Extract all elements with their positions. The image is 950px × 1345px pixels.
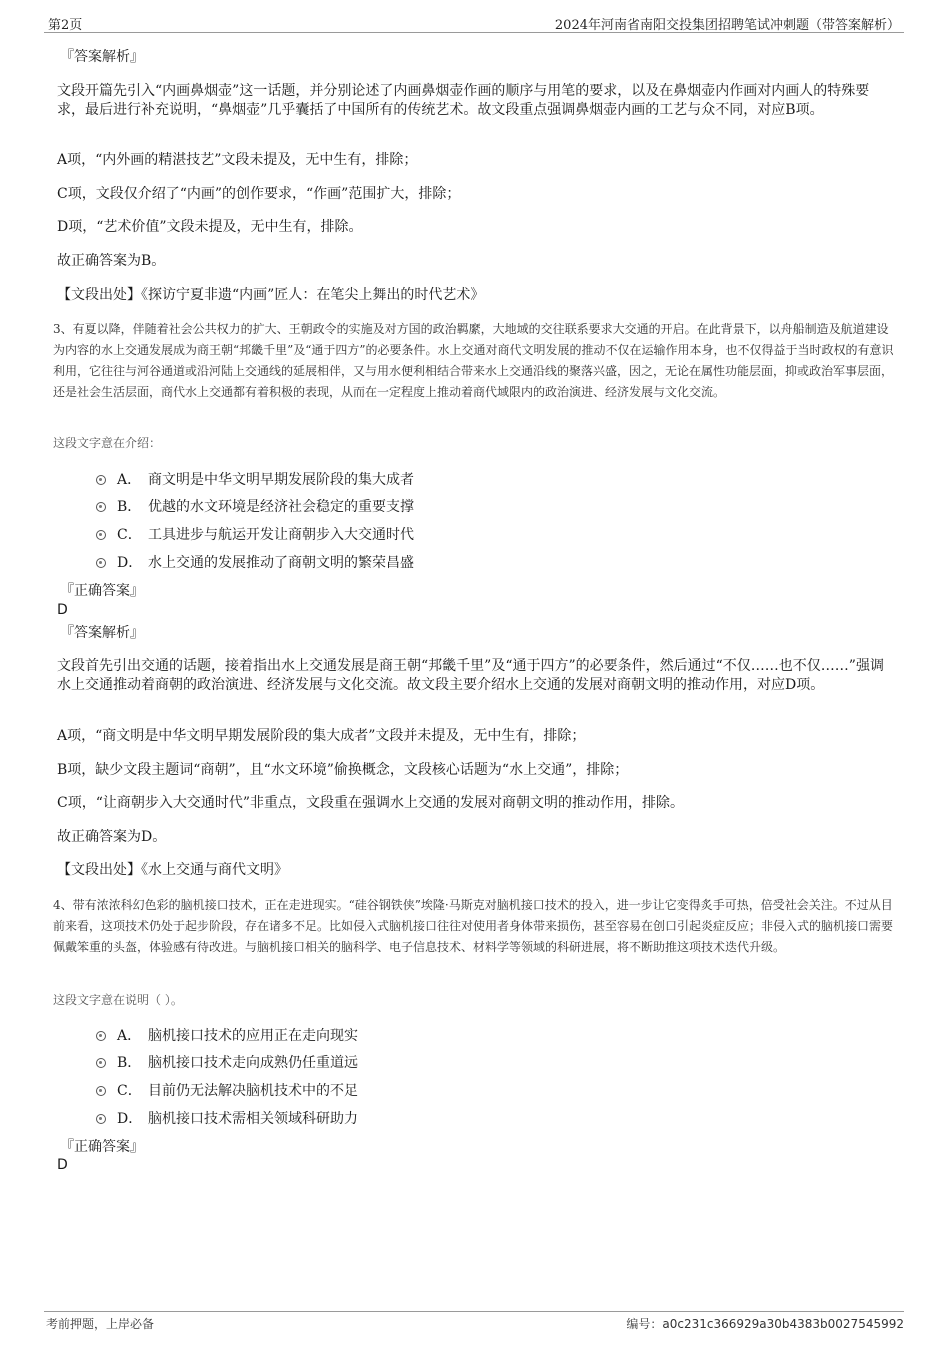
correct-answer: D <box>57 602 68 618</box>
explanation-c: C项，“让商朝步入大交通时代”非重点，文段重在强调水上交通的发展对商朝文明的推动作用，排除。 <box>57 795 685 811</box>
explanation-b: B项，缺少文段主题词“商朝”，且“水文环境”偷换概念，文段核心话题为“水上交通”，排除； <box>57 762 629 778</box>
analysis-text: 文段首先引出交通的话题，接着指出水上交通发展是商王朝“邦畿千里”及“通于四方”的必要条件，然后通过“不仅……也不仅……”强调水上交通推动着商朝的政治演进、经济发展与文化交流。故文段主要介绍水上交通的发展对商朝文明的推动作用，对应D项。 <box>57 658 884 693</box>
document-title: 2024年河南省南阳交投集团招聘笔试冲刺题（带答案解析） <box>554 18 900 33</box>
radio-icon[interactable] <box>96 502 106 512</box>
footer-slogan: 考前押题，上岸必备 <box>46 1317 155 1331</box>
code-label: 编号： <box>626 1317 663 1331</box>
radio-icon[interactable] <box>96 558 106 568</box>
option-letter: A． <box>117 1028 142 1044</box>
page-number: 第2页 <box>48 18 83 33</box>
radio-icon[interactable] <box>96 530 106 540</box>
analysis-label: 『答案解析』 <box>60 625 144 641</box>
option-text: 商文明是中华文明早期发展阶段的集大成者 <box>148 472 414 488</box>
option-text: 脑机接口技术走向成熟仍任重道远 <box>148 1055 358 1071</box>
document-code <box>626 1315 904 1332</box>
option-text: 水上交通的发展推动了商朝文明的繁荣昌盛 <box>148 555 414 571</box>
radio-icon[interactable] <box>96 1031 106 1041</box>
radio-icon[interactable] <box>96 1058 106 1068</box>
conclusion: 故正确答案为B。 <box>57 253 166 269</box>
option-letter: A． <box>117 472 142 488</box>
option-text: 优越的水文环境是经济社会稳定的重要支撑 <box>148 499 414 515</box>
page-header <box>44 14 904 33</box>
conclusion: 故正确答案为D。 <box>57 829 167 845</box>
option-text: 目前仍无法解决脑机技术中的不足 <box>148 1083 358 1099</box>
question-4-prompt: 这段文字意在说明（ ）。 <box>53 993 183 1007</box>
option-letter: D． <box>117 1111 143 1127</box>
radio-icon[interactable] <box>96 1114 106 1124</box>
source: 【文段出处】《探访宁夏非遗“内画”匠人：在笔尖上舞出的时代艺术》 <box>57 287 485 303</box>
correct-answer-label: 『正确答案』 <box>60 1139 144 1155</box>
correct-answer: D <box>57 1157 68 1173</box>
option-text: 工具进步与航运开发让商朝步入大交通时代 <box>148 527 414 543</box>
option-text: 脑机接口技术的应用正在走向现实 <box>148 1028 358 1044</box>
page-footer <box>44 1311 904 1334</box>
explanation-a: A项，“商文明是中华文明早期发展阶段的集大成者”文段并未提及，无中生有，排除； <box>57 728 586 744</box>
option-letter: B． <box>117 1055 142 1071</box>
explanation-a: A项，“内外画的精湛技艺”文段未提及，无中生有，排除； <box>57 152 418 168</box>
explanation-c: C项，文段仅介绍了“内画”的创作要求，“作画”范围扩大，排除； <box>57 186 461 202</box>
question-3-prompt: 这段文字意在介绍： <box>53 436 162 450</box>
option-letter: B． <box>117 499 142 515</box>
source: 【文段出处】《水上交通与商代文明》 <box>57 862 288 878</box>
analysis-text: 文段开篇先引入“内画鼻烟壶”这一话题，并分别论述了内画鼻烟壶作画的顺序与用笔的要求，以及在鼻烟壶内作画对内画人的特殊要求，最后进行补充说明，“鼻烟壶”几乎囊括了中国所有的传统艺术。故文段重点强调鼻烟壶内画的工艺与众不同，对应B项。 <box>57 83 870 118</box>
option-letter: C． <box>117 527 142 543</box>
question-4-text: 4、带有浓浓科幻色彩的脑机接口技术，正在走进现实。“硅谷钢铁侠”埃隆·马斯克对脑机接口技术的投入，进一步让它变得炙手可热，倍受社会关注。不过从目前来看，这项技术仍处于起步阶段，存在诸多不足。比如侵入式脑机接口往往对使用者身体带来损伤，甚至容易在创口引起炎症反应；非侵入式的脑机接口需要佩戴笨重的头盔，体验感有待改进。与脑机接口相关的脑科学、电子信息技术、材料学等领域的科研进展，将不断助推这项技术迭代升级。 <box>53 898 894 954</box>
correct-answer-label: 『正确答案』 <box>60 583 144 599</box>
option-letter: D． <box>117 555 143 571</box>
explanation-d: D项，“艺术价值”文段未提及，无中生有，排除。 <box>57 219 363 235</box>
analysis-label: 『答案解析』 <box>60 49 144 65</box>
question-3-text: 3、有夏以降，伴随着社会公共权力的扩大、王朝政令的实施及对方国的政治羁縻，大地域的交往联系要求大交通的开启。在此背景下，以舟船制造及航道建设为内容的水上交通发展成为商王朝“邦畿千里”及“通于四方”的必要条件。水上交通对商代文明发展的推动不仅在运输作用本身，也不仅得益于当时政权的有意识利用，它往往与河谷通道或沿河陆上交通线的延展相伴，又与用水便利相结合带来水上交通沿线的聚落兴盛，因之，无论在属性功能层面，抑或政治军事层面，还是社会生活层面，商代水上交通都有着积极的表现，从而在一定程度上推动着商代域限内的政治演进、经济发展与文化交流。 <box>53 322 894 399</box>
code-value: a0c231c366929a30b4383b0027545992 <box>662 1317 904 1331</box>
radio-icon[interactable] <box>96 1086 106 1096</box>
option-letter: C． <box>117 1083 142 1099</box>
option-text: 脑机接口技术需相关领域科研助力 <box>148 1111 358 1127</box>
radio-icon[interactable] <box>96 475 106 485</box>
